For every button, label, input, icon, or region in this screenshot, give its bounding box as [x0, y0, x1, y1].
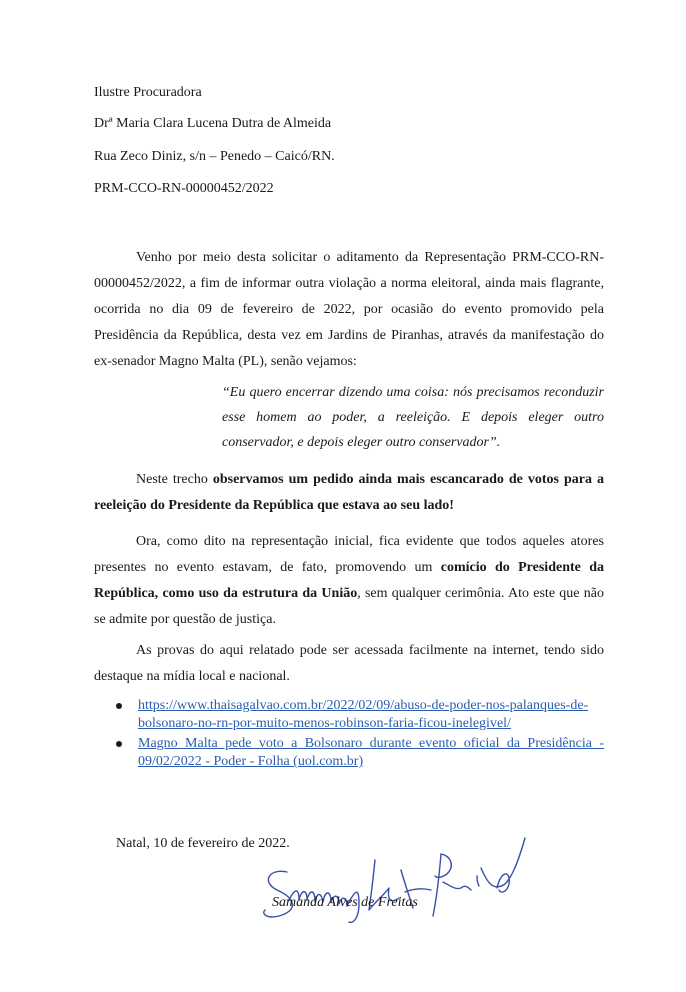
paragraph-2-emphasis: observamos um pedido ainda mais escancarado de votos para a reeleição do Presidente da República que estava ao seu lado!: [94, 472, 604, 513]
reference-number: PRM-CCO-RN-00000452/2022: [94, 181, 274, 196]
salutation: Ilustre Procuradora: [94, 85, 202, 100]
paragraph-2-text: Neste trecho: [136, 472, 213, 487]
paragraph-3-text-end: , sem qualquer cerimônia. Ato este que não se admite por questão de justiça.: [94, 586, 604, 627]
quotation: “Eu quero encerrar dizendo uma coisa: nós precisamos reconduzir esse homem ao poder, a reeleição. E depois eleger outro conservador, e depois eleger outro conservador”.: [222, 385, 604, 450]
paragraph-3-text-start: Ora, como dito na representação inicial, fica evidente que todos aqueles atores presentes no evento estavam, de fato, promovendo um: [94, 534, 604, 575]
paragraph-3: [94, 529, 604, 633]
link-thaisagalvao[interactable]: https://www.thaisagalvao.com.br/2022/02/09/abuso-de-poder-nos-palanques-de-bolsonaro-no-rn-por-muito-menos-robinson-faria-ficou-inelegivel/: [138, 698, 589, 731]
paragraph-1-text: Venho por meio desta solicitar o aditamento da Representação PRM-CCO-RN-00000452/2022, a fim de informar outra violação a norma eleitoral, ainda mais flagrante, ocorrida no dia 09 de fevereiro de 2022, por ocasião do evento promovido pela Presidência da República, desta vez em Jardins de Piranhas, através da manifestação do ex-senador Magno Malta (PL), senão vejamos:: [94, 250, 604, 369]
list-item: [116, 735, 604, 771]
link-folha[interactable]: Magno Malta pede voto a Bolsonaro durante evento oficial da Presidência - 09/02/2022 - Poder - Folha (uol.com.br): [138, 736, 604, 769]
paragraph-2: [94, 467, 604, 519]
list-item: [116, 697, 604, 733]
paragraph-3-emphasis: comício do Presidente da República, como uso da estrutura da União: [94, 560, 604, 601]
paragraph-4-text: As provas do aqui relatado pode ser acessada facilmente na internet, tendo sido destaque na mídia local e nacional.: [94, 643, 604, 684]
bullet-icon: [116, 703, 122, 709]
place-and-date: Natal, 10 de fevereiro de 2022.: [116, 836, 290, 851]
evidence-link-list: [116, 697, 604, 773]
paragraph-4: [94, 638, 604, 690]
paragraph-1: [94, 245, 604, 375]
recipient-address: Rua Zeco Diniz, s/n – Penedo – Caicó/RN.: [94, 149, 335, 164]
bullet-icon: [116, 741, 122, 747]
signer-name: Samanda Alves de Freitas: [272, 895, 418, 910]
recipient-name: Drª Maria Clara Lucena Dutra de Almeida: [94, 116, 332, 131]
